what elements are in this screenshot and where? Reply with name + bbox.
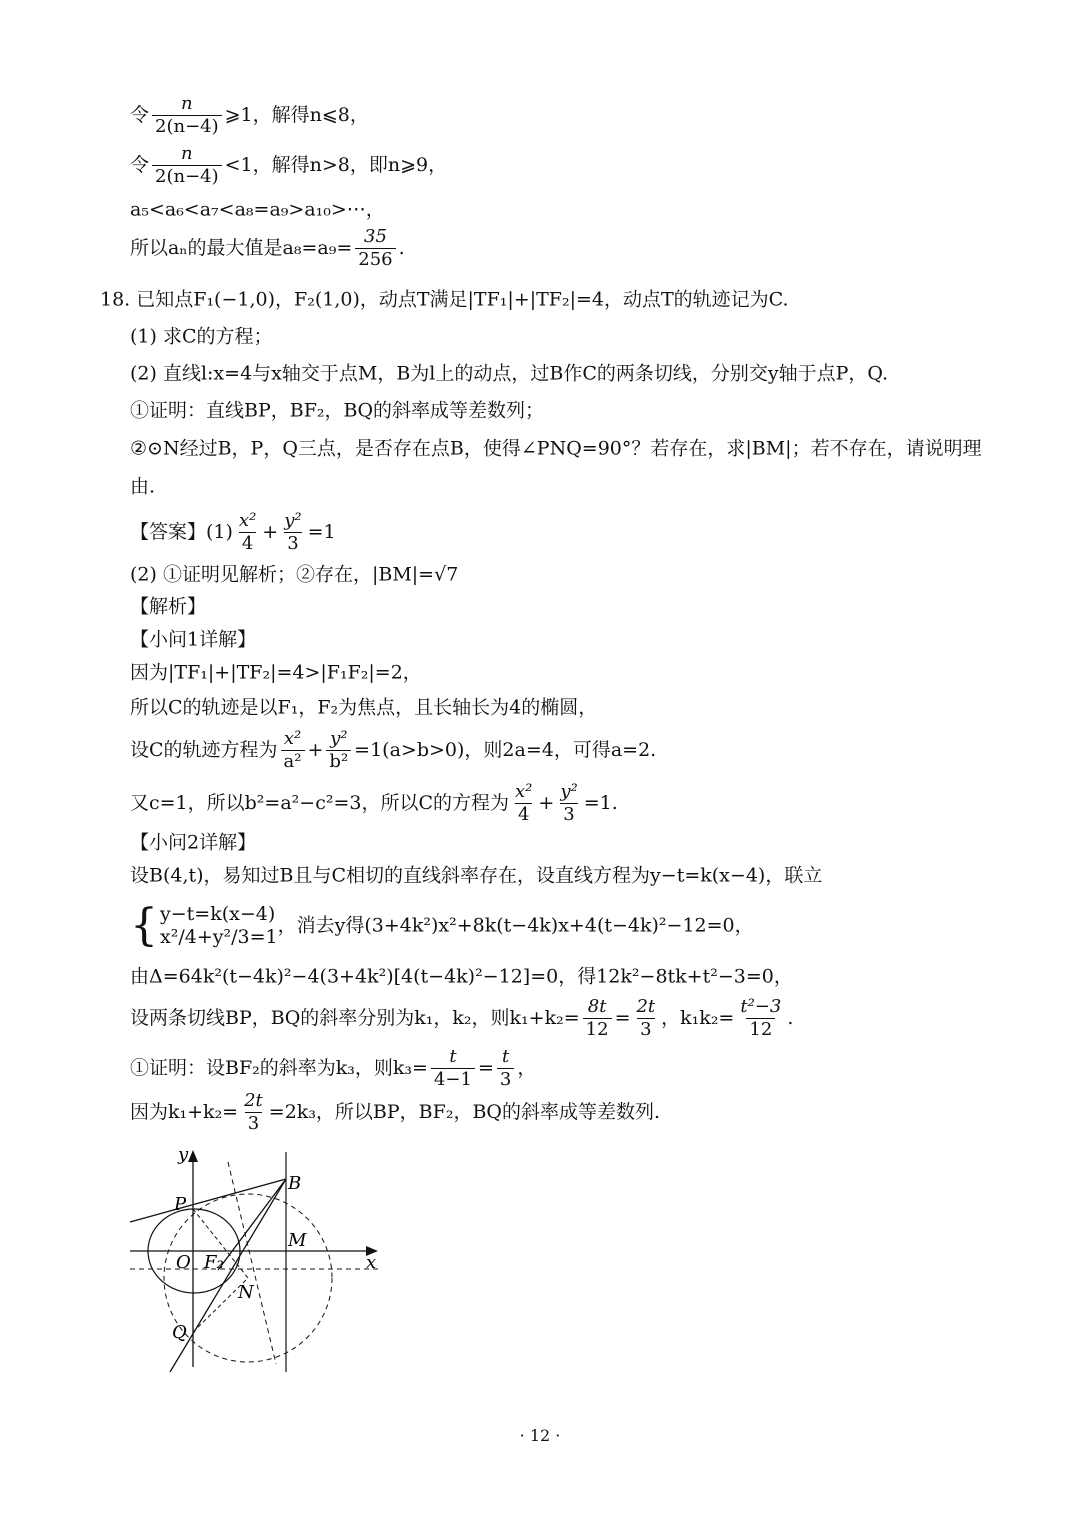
fraction-denominator: 4: [239, 532, 256, 553]
fraction: [583, 995, 612, 1040]
fraction: [326, 727, 351, 772]
geometry-figure: [118, 1142, 388, 1377]
fraction-numerator: n: [181, 142, 193, 164]
fraction: [557, 780, 580, 825]
text-segment: 设两条切线BP，BQ的斜率分别为k₁，k₂，则k₁+k₂=: [130, 1006, 580, 1029]
text-line: [130, 142, 448, 187]
fraction-numerator: 2t: [636, 995, 656, 1017]
label-b: B: [288, 1173, 302, 1194]
text-segment: 令: [130, 153, 150, 176]
text-line: [130, 866, 822, 886]
text-segment: .: [787, 1006, 794, 1029]
text-segment: +: [538, 791, 555, 814]
text-segment: ②⊙N经过B，P，Q三点，是否存在点B，使得∠PNQ=90°？若存在，求|BM|；若不存在，请说明理: [130, 437, 982, 460]
text-segment: ⩾1，解得n⩽8，: [224, 103, 369, 126]
text-line: [130, 1045, 537, 1090]
fraction-numerator: x²: [283, 727, 302, 749]
text-segment: =1.: [583, 791, 618, 814]
text-segment: +: [262, 520, 279, 543]
text-line: [130, 477, 155, 497]
text-segment: =1: [307, 520, 336, 543]
fraction-numerator: y²: [284, 509, 302, 531]
fraction-denominator: 3: [284, 532, 301, 553]
text-line: [130, 698, 597, 718]
fraction-numerator: n: [181, 92, 193, 114]
fraction-denominator: 2(n−4): [152, 115, 222, 136]
fraction-numerator: y²: [560, 780, 578, 802]
text-segment: 由Δ=64k²(t−4k)²−4(3+4k²)[4(t−4k)²−12]=0，得12k²−8tk+t²−3=0，: [130, 965, 793, 988]
text-segment: =: [614, 1006, 631, 1029]
text-segment: a₅<a₆<a₇<a₈=a₉>a₁₀>⋯，: [130, 198, 385, 221]
fraction-numerator: 8t: [587, 995, 607, 1017]
text-segment: 设B(4,t)，易知过B且与C相切的直线斜率存在，设直线方程为y−t=k(x−4)，联立: [130, 864, 823, 887]
label-n: N: [238, 1282, 254, 1303]
fraction-denominator: 3: [497, 1068, 514, 1089]
text-line: [130, 967, 793, 987]
fraction: [737, 995, 784, 1040]
fraction: [355, 225, 395, 270]
fraction-numerator: 2t: [244, 1089, 263, 1111]
text-line: [130, 401, 544, 421]
text-segment: ，消去y得(3+4k²)x²+8k(t−4k)x+4(t−4k)²−12=0，: [277, 914, 754, 937]
text-segment: =2k₃，所以BP，BF₂，BQ的斜率成等差数列.: [268, 1100, 661, 1123]
fraction-numerator: y²: [330, 727, 348, 749]
text-segment: =1(a>b>0)，则2a=4，可得a=2.: [354, 738, 657, 761]
text-segment: +: [307, 738, 324, 761]
fraction-denominator: 4−1: [431, 1068, 475, 1089]
y-axis-arrow: [188, 1150, 198, 1162]
fraction: [497, 1045, 514, 1090]
text-segment: 由.: [130, 475, 156, 498]
text-line: [130, 200, 385, 220]
fraction: [281, 509, 304, 554]
fraction-numerator: t²−3: [740, 995, 782, 1017]
fraction: [431, 1045, 475, 1090]
label-q: Q: [172, 1322, 187, 1343]
fraction: [152, 142, 222, 187]
text-line: [130, 663, 422, 683]
text-line: [130, 900, 754, 951]
text-segment: <1，解得n>8，即n⩾9，: [224, 153, 448, 176]
equation-row: x²/4+y²/3=1: [160, 926, 278, 948]
fraction: [281, 727, 305, 772]
text-segment: =: [477, 1056, 494, 1079]
fraction-numerator: t: [449, 1045, 457, 1067]
text-segment: (1) 求C的方程；: [130, 325, 273, 348]
text-line: [130, 92, 369, 137]
label-x: x: [366, 1252, 377, 1273]
text-segment: 又c=1，所以b²=a²−c²=3，所以C的方程为: [130, 791, 510, 814]
text-segment: 【答案】(1): [130, 520, 233, 543]
fraction-denominator: 3: [560, 803, 577, 824]
text-segment: ①证明：直线BP，BF₂，BQ的斜率成等差数列；: [130, 399, 545, 422]
text-segment: .: [398, 236, 405, 259]
label-y: y: [178, 1144, 189, 1165]
text-segment: 因为|TF₁|+|TF₂|=4>|F₁F₂|=2，: [130, 661, 422, 684]
fraction-denominator: a²: [281, 750, 305, 771]
fraction-numerator: 35: [364, 225, 387, 247]
text-line: [130, 597, 206, 617]
text-line: [130, 225, 405, 270]
label-m: M: [288, 1230, 307, 1251]
text-segment: ①证明：设BF₂的斜率为k₃，则k₃=: [130, 1056, 428, 1079]
text-line: [130, 630, 256, 650]
fraction-denominator: 256: [355, 248, 395, 269]
equation-row: y−t=k(x−4): [160, 903, 276, 925]
text-segment: 18. 已知点F₁(−1,0)，F₂(1,0)，动点T满足|TF₁|+|TF₂|=4，动点T的轨迹记为C.: [100, 288, 789, 311]
text-line: [130, 509, 336, 554]
text-line: [130, 439, 982, 459]
text-segment: 【小问1详解】: [130, 628, 257, 651]
fraction-denominator: 4: [515, 803, 532, 824]
fraction-numerator: x²: [238, 509, 257, 531]
text-segment: 【解析】: [130, 595, 207, 618]
text-line: [130, 565, 458, 585]
line-bf2: [218, 1179, 286, 1270]
fraction: [152, 92, 222, 137]
text-segment: 所以aₙ的最大值是a₈=a₉=: [130, 236, 353, 259]
tangent-bp: [130, 1179, 286, 1222]
text-segment: (2) 直线l:x=4与x轴交于点M，B为l上的动点，过B作C的两条切线，分别交y轴于点P，Q.: [130, 362, 889, 385]
text-line: [130, 1089, 661, 1134]
fraction-denominator: 2(n−4): [152, 165, 222, 186]
text-segment: 设C的轨迹方程为: [130, 738, 278, 761]
fraction-denominator: 3: [637, 1018, 654, 1039]
text-segment: 令: [130, 103, 150, 126]
text-segment: ，k₁k₂=: [661, 1006, 735, 1029]
text-line: [100, 290, 789, 310]
fraction-denominator: 3: [245, 1112, 262, 1133]
label-p: P: [174, 1194, 187, 1215]
fraction: [633, 995, 658, 1040]
label-o: O: [176, 1252, 191, 1273]
page-number: · 12 ·: [519, 1426, 561, 1445]
text-segment: ，: [517, 1056, 537, 1079]
fraction-numerator: x²: [515, 780, 533, 802]
text-line: [130, 327, 273, 347]
fraction-numerator: t: [501, 1045, 510, 1067]
label-f2: F₂: [204, 1252, 224, 1273]
fraction-denominator: 12: [583, 1018, 612, 1039]
text-line: [130, 727, 657, 772]
text-line: [130, 780, 618, 825]
fraction: [512, 780, 535, 825]
fraction: [236, 509, 259, 554]
text-segment: 【小问2详解】: [130, 831, 257, 854]
fraction: [241, 1089, 266, 1134]
left-brace: {: [130, 900, 158, 951]
text-segment: (2) ①证明见解析；②存在，|BM|=√7: [130, 563, 459, 586]
fraction-denominator: 12: [746, 1018, 775, 1039]
text-line: [130, 833, 256, 853]
text-segment: 因为k₁+k₂=: [130, 1100, 239, 1123]
text-segment: 所以C的轨迹是以F₁，F₂为焦点，且长轴长为4的椭圆，: [130, 696, 598, 719]
equation-system: [130, 900, 278, 951]
fraction-denominator: b²: [326, 750, 351, 771]
tangent-bq: [170, 1179, 286, 1372]
text-line: [130, 995, 794, 1040]
text-line: [130, 364, 888, 384]
